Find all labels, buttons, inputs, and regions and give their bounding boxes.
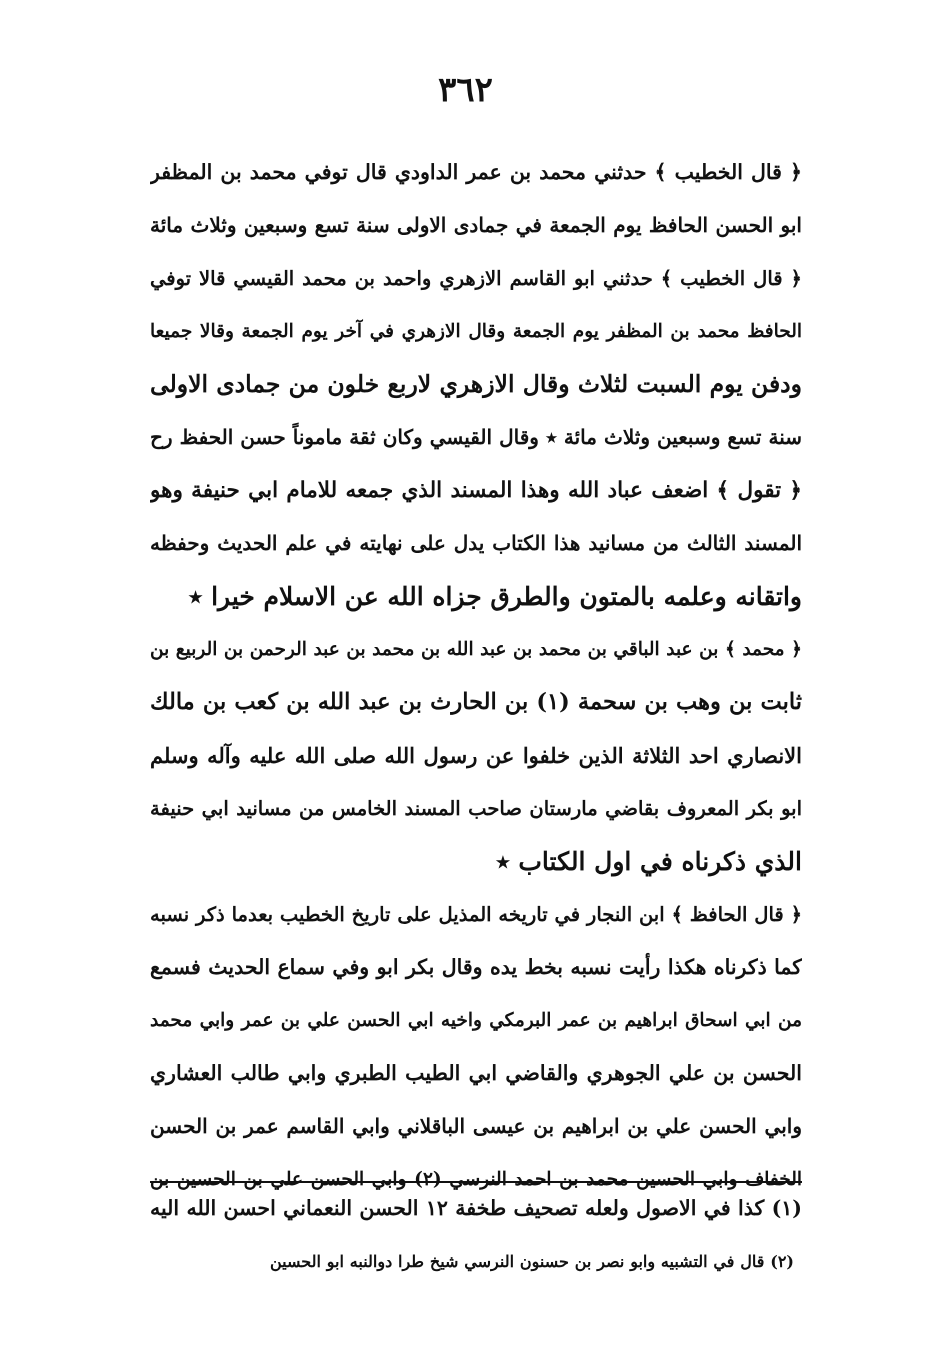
main-text xyxy=(150,146,802,1206)
text-line: الذي ذكرناه في اول الكتاب ٭ xyxy=(496,847,802,876)
text-line: ودفن يوم السبت لثلاث وقال الازهري لاربع خلون من جمادى الاولى xyxy=(150,370,802,398)
text-line: كما ذكرناه هكذا رأيت نسبه بخط يده وقال بكر ابو وفي سماع الحديث فسمع xyxy=(150,955,802,979)
text-line: واتقانه وعلمه بالمتون والطرق جزاه الله عن الاسلام خيرا ٭ xyxy=(188,582,802,611)
text-line: وابي الحسن علي بن ابراهيم بن عيسى الباقلاني وابي القاسم عمر بن الحسن xyxy=(150,1114,802,1138)
text-line: ﴿ قال الخطيب ﴾ حدثني محمد بن عمر الداودي قال توفي محمد بن المظفر xyxy=(150,160,802,184)
text-line: ﴿ محمد ﴾ بن عبد الباقي بن محمد بن عبد الله بن محمد بن عبد الرحمن بن الربيع بن xyxy=(150,639,802,660)
footnote-2: (٢) قال في التشبيه وابو نصر بن حسنون النرسي شيخ طرا دوالنبه ابو الحسين xyxy=(270,1252,794,1271)
text-line: سنة تسع وسبعين وثلاث مائة ٭ وقال القيسي وكان ثقة ماموناً حسن الحفظ رح xyxy=(150,425,802,449)
text-line: من ابي اسحاق ابراهيم بن عمر البرمكي واخيه ابي الحسن علي بن عمر وابي محمد xyxy=(150,1010,802,1031)
text-line: ابو الحسن الحافظ يوم الجمعة في جمادى الاولى سنة تسع وسبعين وثلاث مائة xyxy=(150,213,802,237)
text-line: ثابت بن وهب بن سحمة (١) بن الحارث بن عبد الله بن كعب بن مالك xyxy=(150,689,802,715)
text-line: ﴿ تقول ﴾ اضعف عباد الله وهذا المسند الذي جمعه للامام ابي حنيفة وهو xyxy=(150,478,802,503)
footnotes xyxy=(150,1186,802,1282)
footnote-divider xyxy=(150,1181,802,1183)
text-line: الانصاري احد الثلاثة الذين خلفوا عن رسول الله صلى الله عليه وآله وسلم xyxy=(150,743,802,768)
text-line: ﴿ قال الحافظ ﴾ ابن النجار في تاريخه المذيل على تاريخ الخطيب بعدما ذكر نسبه xyxy=(150,903,802,926)
text-line: ابو بكر المعروف بقاضي مارستان صاحب المسند الخامس من مسانيد ابي حنيفة xyxy=(150,797,802,820)
footnote-1: (١) كذا في الاصول ولعله تصحيف طخفة ١٢ الحسن النعماني احسن الله اليه xyxy=(150,1196,802,1220)
text-line: ﴿ قال الخطيب ﴾ حدثني ابو القاسم الازهري واحمد بن محمد القيسي قالا توفي xyxy=(150,267,802,290)
page-number: ٣٦٢ xyxy=(438,70,493,110)
text-line: الخفاف وابي الحسين محمد بن احمد النرسي (٢) وابي الحسن علي بن الحسين بن xyxy=(150,1169,802,1190)
text-line: المسند الثالث من مسانيد هذا الكتاب يدل على نهايته في علم الحديث وحفظه xyxy=(150,531,802,555)
text-line: الحافظ محمد بن المظفر يوم الجمعة وقال الازهري في آخر يوم الجمعة وقالا جميعا xyxy=(150,321,802,342)
text-line: الحسن بن علي الجوهري والقاضي ابي الطيب الطبري وابي طالب العشاري xyxy=(150,1061,802,1085)
